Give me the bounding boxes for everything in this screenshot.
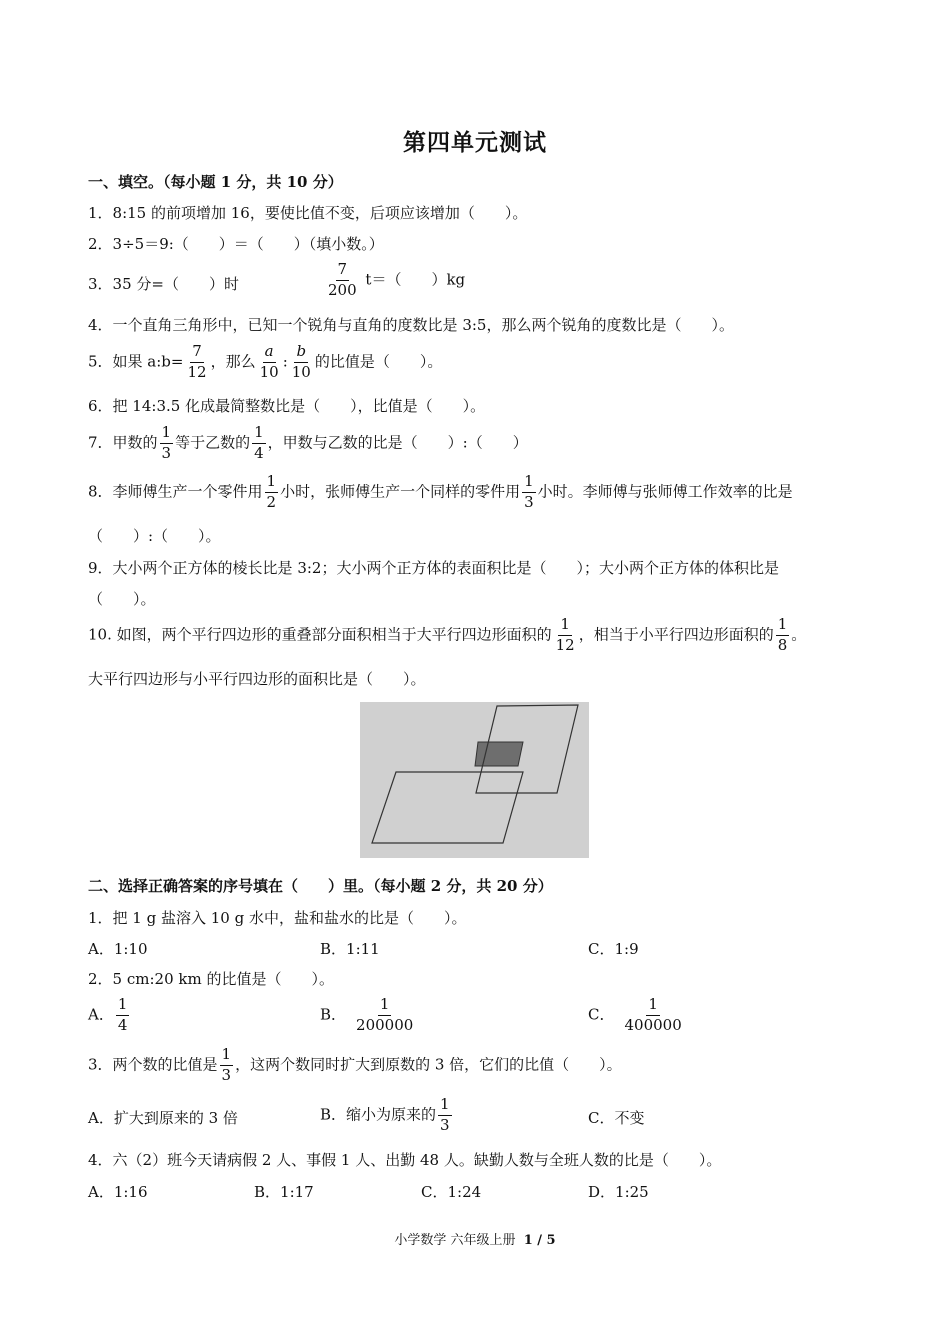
s1-question-1: 1．8:15 的前项增加 16，要使比值不变，后项应该增加（ ）。 bbox=[88, 204, 528, 222]
s2-q2-option-a: A． $\frac{1}{4}$ bbox=[88, 995, 128, 1034]
page-number: 1 / 5 bbox=[523, 1233, 556, 1248]
s2-q2-option-c: C． $\frac{1}{400000}$ bbox=[588, 995, 682, 1034]
section2-heading: 二、选择正确答案的序号填在（ ）里。（每小题 2 分，共 20 分） bbox=[88, 877, 553, 895]
overlapping-parallelograms-diagram bbox=[360, 702, 589, 858]
s1-question-5: 5．如果 a:b= $\frac{7}{12}$ ，那么 $\frac{a}{10}$ : $\frac{b}{10}$ 的比值是（ ）。 bbox=[88, 342, 443, 381]
s2-q3-option-c: C．不变 bbox=[588, 1109, 645, 1127]
s2-q1-option-b: B．1:11 bbox=[320, 940, 380, 958]
s2-q4-option-d: D．1:25 bbox=[588, 1183, 649, 1201]
s1-question-8-line2: （ ）:（ ）。 bbox=[88, 527, 221, 545]
s2-q2-option-b: B． $\frac{1}{200000}$ bbox=[320, 995, 414, 1034]
s1-question-9: 9．大小两个正方体的棱长比是 3:2；大小两个正方体的表面积比是（ ）；大小两个正方体的体积比是 bbox=[88, 559, 779, 577]
s2-q1-option-a: A．1:10 bbox=[88, 940, 148, 958]
s1-question-2: 2．3÷5＝9:（ ）＝（ ）（填小数。） bbox=[88, 235, 384, 253]
footer-text: 小学数学 六年级上册 bbox=[394, 1233, 516, 1248]
s2-q4-option-b: B．1:17 bbox=[254, 1183, 314, 1201]
s2-q4-option-a: A．1:16 bbox=[88, 1183, 148, 1201]
s1-question-8: 8．李师傅生产一个零件用 $\frac{1}{2}$ 小时，张师傅生产一个同样的零件用 $\frac{1}{3}$ 小时。李师傅与张师傅工作效率的比是 bbox=[88, 472, 793, 511]
page-title: 第四单元测试 bbox=[403, 129, 547, 156]
s1-question-10: 10. 如图，两个平行四边形的重叠部分面积相当于大平行四边形面积的 $\frac{1}{12}$ ，相当于小平行四边形面积的 $\frac{1}{8}$ 。 bbox=[88, 615, 807, 654]
s1-question-3a: 3．35 分=（ ）时 bbox=[88, 275, 239, 293]
s2-question-4: 4．六（2）班今天请病假 2 人、事假 1 人、出勤 48 人。缺勤人数与全班人数的比是（ ）。 bbox=[88, 1151, 722, 1169]
s1-question-3b: $\frac{7}{200}$ t＝（ ）kg bbox=[328, 260, 466, 299]
s2-question-1: 1．把 1 g 盐溶入 10 g 水中，盐和盐水的比是（ ）。 bbox=[88, 909, 467, 927]
fraction: $\frac{7}{200}$ bbox=[328, 260, 357, 299]
s1-question-6: 6．把 14:3.5 化成最简整数比是（ ），比值是（ ）。 bbox=[88, 397, 486, 415]
s2-question-3: 3．两个数的比值是 $\frac{1}{3}$ ，这两个数同时扩大到原数的 3 倍，它们的比值（ ）。 bbox=[88, 1045, 622, 1084]
s1-question-4: 4．一个直角三角形中，已知一个锐角与直角的度数比是 3:5，那么两个锐角的度数比是（ ）。 bbox=[88, 316, 734, 334]
s2-question-2: 2．5 cm:20 km 的比值是（ ）。 bbox=[88, 970, 334, 988]
page-footer bbox=[0, 1229, 950, 1248]
s1-question-9-line2: （ ）。 bbox=[88, 590, 156, 608]
parallelogram-figure bbox=[360, 702, 589, 858]
s2-q4-option-c: C．1:24 bbox=[421, 1183, 482, 1201]
s1-question-10-line2: 大平行四边形与小平行四边形的面积比是（ ）。 bbox=[88, 670, 426, 688]
s2-q1-option-c: C．1:9 bbox=[588, 940, 639, 958]
s1-question-7: 7．甲数的 $\frac{1}{3}$ 等于乙数的 $\frac{1}{4}$ ，甲数与乙数的比是（ ）:（ ） bbox=[88, 423, 528, 462]
section1-heading: 一、填空。（每小题 1 分，共 10 分） bbox=[88, 173, 343, 191]
s2-q3-option-a: A．扩大到原来的 3 倍 bbox=[88, 1109, 238, 1127]
s2-q3-option-b: B．缩小为原来的 $\frac{1}{3}$ bbox=[320, 1095, 450, 1134]
